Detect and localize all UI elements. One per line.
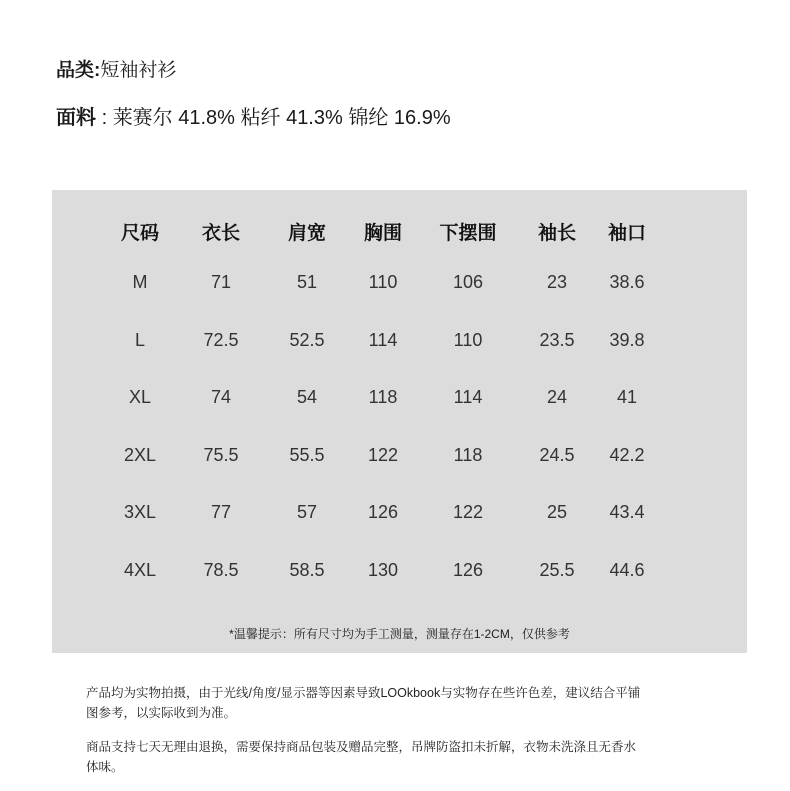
table-cell: 44.6: [609, 560, 645, 580]
table-cell: 58.5: [289, 560, 325, 580]
table-cell: 55.5: [289, 445, 325, 465]
table-cell: 110: [368, 272, 398, 292]
table-cell: 39.8: [609, 330, 645, 350]
size-chart-panel: [52, 190, 747, 653]
column-header-hem: 下摆围: [439, 223, 497, 244]
table-cell: L: [134, 330, 146, 350]
product-material: [56, 104, 451, 132]
table-cell: 51: [296, 272, 318, 292]
table-cell: 118: [453, 445, 483, 465]
table-cell: 43.4: [609, 502, 645, 522]
return-policy: 商品支持七天无理由退换，需要保持商品包装及赠品完整，吊牌防盗扣未折解，衣物未洗涤且无香水体味。: [86, 740, 637, 774]
table-cell: M: [132, 272, 148, 292]
table-cell: 118: [368, 387, 398, 407]
table-cell: 41: [616, 387, 638, 407]
column-header-chest: 胸围: [363, 223, 403, 244]
table-cell: 74: [210, 387, 232, 407]
column-header-shoulder: 肩宽: [287, 223, 327, 244]
table-cell: 122: [367, 445, 399, 465]
table-cell: 75.5: [203, 445, 239, 465]
table-cell: 38.6: [609, 272, 645, 292]
table-cell: 77: [210, 502, 232, 522]
material-label: 面料: [56, 107, 96, 129]
table-cell: 110: [453, 330, 483, 350]
table-cell: 4XL: [123, 560, 157, 580]
column-header-sleeve-length: 袖长: [537, 223, 577, 244]
table-cell: 122: [452, 502, 484, 522]
table-cell: 71: [210, 272, 232, 292]
table-cell: 52.5: [289, 330, 325, 350]
table-cell: 54: [296, 387, 318, 407]
column-header-cuff: 袖口: [607, 223, 647, 244]
table-cell: 25.5: [539, 560, 575, 580]
table-cell: 3XL: [123, 502, 157, 522]
table-cell: 57: [296, 502, 318, 522]
table-cell: 72.5: [203, 330, 239, 350]
table-cell: 114: [368, 330, 398, 350]
table-cell: 42.2: [609, 445, 645, 465]
product-category: [56, 58, 176, 84]
table-cell: 126: [367, 502, 399, 522]
table-cell: 106: [452, 272, 484, 292]
table-cell: 78.5: [203, 560, 239, 580]
table-cell: 24: [546, 387, 568, 407]
material-separator: :: [101, 107, 108, 129]
table-cell: 2XL: [123, 445, 157, 465]
color-disclaimer: 产品均为实物拍摄，由于光线/角度/显示器等因素导致LOOkbook与实物存在些许色差，建议结合平铺图参考，以实际收到为准。: [86, 686, 641, 720]
measurement-note: *温馨提示：所有尺寸均为手工测量，测量存在1-2CM，仅供参考: [229, 627, 570, 641]
table-cell: 126: [452, 560, 484, 580]
category-value: 短袖衬衫: [100, 60, 177, 81]
table-cell: XL: [128, 387, 152, 407]
material-value: 莱赛尔 41.8% 粘纤 41.3% 锦纶 16.9%: [112, 107, 451, 129]
table-cell: 130: [367, 560, 399, 580]
table-cell: 114: [453, 387, 483, 407]
column-header-length: 衣长: [201, 223, 241, 244]
category-label: 品类:: [56, 60, 101, 81]
table-cell: 25: [546, 502, 568, 522]
table-cell: 23: [546, 272, 568, 292]
column-header-size: 尺码: [120, 223, 160, 244]
size-table: [52, 190, 747, 653]
table-cell: 24.5: [539, 445, 575, 465]
table-cell: 23.5: [539, 330, 575, 350]
